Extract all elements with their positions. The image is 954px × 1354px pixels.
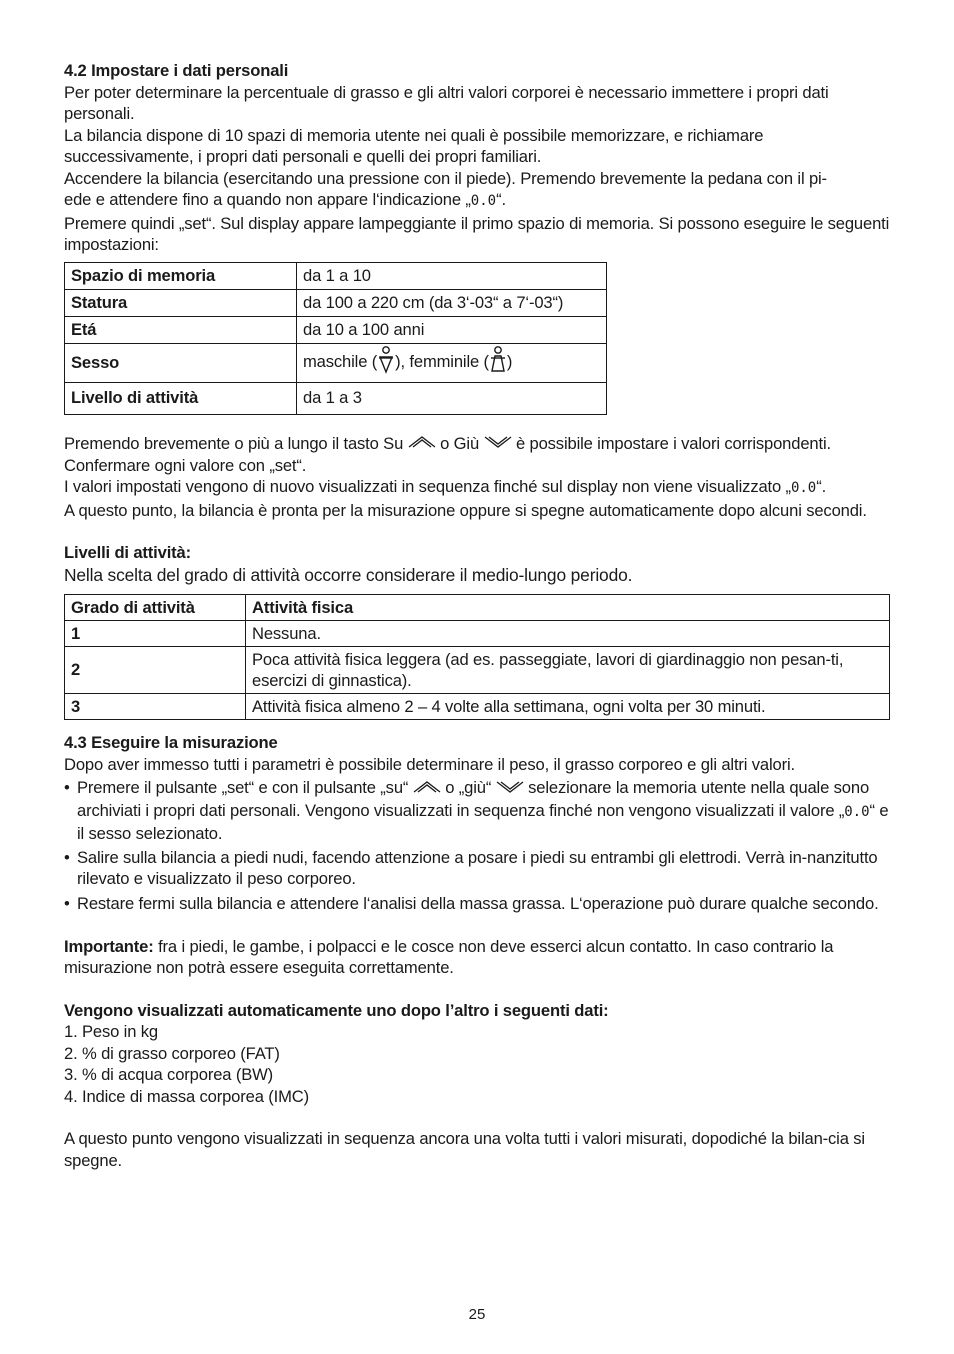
table-header-row (65, 595, 890, 621)
table-cell: 1 (65, 621, 246, 647)
table-row (65, 647, 890, 694)
table-cell: Statura (65, 289, 297, 316)
table-cell: Attività fisica almeno 2 – 4 volte alla settimana, ogni volta per 30 minuti. (246, 694, 890, 720)
table-row (65, 382, 607, 414)
list-item: 4. Indice di massa corporea (IMC) (64, 1086, 309, 1106)
document-page (64, 60, 890, 1171)
table-cell: da 1 a 10 (297, 262, 607, 289)
paragraph: Nella scelta del grado di attività occorre considerare il medio-lungo periodo. (64, 564, 633, 585)
paragraph: Premere quindi „set“. Sul display appare lampeggiante il primo spazio di memoria. Si possono eseguire le seguenti impostazioni: (64, 213, 890, 254)
text: Accendere la bilancia (esercitando una pressione con il piede). Premendo brevemente la pedana con il pi- (64, 168, 827, 188)
table-cell: da 10 a 100 anni (297, 316, 607, 343)
bullet-list (64, 777, 890, 914)
spacer (64, 415, 890, 433)
paragraph: A questo punto vengono visualizzati in sequenza ancora una volta tutti i valori misurati, dopodiché la bilan-cia si spegne. (64, 1129, 865, 1170)
section-title-4-3: 4.3 Eseguire la misurazione (64, 733, 278, 753)
table-row (65, 262, 607, 289)
page-number: 25 (468, 1306, 486, 1323)
table-row (65, 694, 890, 720)
activity-table (64, 594, 890, 720)
paragraph (64, 168, 890, 213)
paragraph: La bilancia dispone di 10 spazi di memoria utente nei quali è possibile memorizzare, e richiamare successivamente, i propri dati personali e quelli dei propri familiari. (64, 125, 764, 166)
lcd-indicator: 0.0 (470, 193, 497, 209)
table-cell: Etá (65, 316, 297, 343)
auto-title: Vengono visualizzati automaticamente uno dopo l’altro i seguenti dati: (64, 1000, 609, 1020)
spacer (64, 979, 890, 1000)
spacer (64, 521, 890, 542)
text: fra i piedi, le gambe, i polpacci e le cosce non deve esserci alcun contatto. In caso contrario la misurazione non potrà essere eseguita correttamente. (64, 936, 834, 978)
paragraph (64, 476, 890, 500)
spacer (64, 1107, 890, 1128)
male-icon (377, 345, 395, 380)
section-title-4-2: 4.2 Impostare i dati personali (64, 61, 289, 80)
table-cell: da 100 a 220 cm (da 3‘-03“ a 7‘-03“) (297, 289, 607, 316)
list-item (64, 777, 890, 844)
text: ) (506, 351, 513, 371)
text: o „giù“ (445, 778, 492, 798)
paragraph (64, 936, 890, 979)
activity-title: Livelli di attività: (64, 543, 192, 563)
list-item: • Restare fermi sulla bilancia e attendere l‘analisi della massa grassa. L‘operazione può durare qualche secondo. (64, 892, 890, 915)
important-label: Importante: (64, 936, 154, 956)
settings-table (64, 262, 607, 415)
table-cell: Spazio di memoria (65, 262, 297, 289)
down-arrow-icon (496, 778, 524, 800)
text: ), femminile ( (395, 351, 489, 371)
table-cell: 3 (65, 694, 246, 720)
table-cell: da 1 a 3 (297, 382, 607, 414)
lcd-indicator: 0.0 (790, 480, 817, 497)
table-row (65, 316, 607, 343)
text: “. (496, 190, 506, 209)
text: “ e il sesso selezionato. (77, 800, 889, 844)
table-row (65, 289, 607, 316)
list-item: 3. % di acqua corporea (BW) (64, 1065, 273, 1085)
text: I valori impostati vengono di nuovo visualizzati in sequenza finché sul display non viene visualizzato „ (64, 477, 791, 497)
table-cell: Sesso (65, 343, 297, 382)
list-item: • Salire sulla bilancia a piedi nudi, facendo attenzione a posare i piedi su entrambi gli elettrodi. Verrà in-nanzitutto rilevato e visualizzato il peso corporeo. (64, 847, 890, 890)
text: ede e attendere fino a quando non appare l‘indicazione „ (64, 190, 471, 209)
table-cell: Nessuna. (246, 621, 890, 647)
text: Premere il pulsante „set“ e con il pulsante „su“ (77, 778, 409, 798)
text: o Giù (440, 433, 480, 453)
paragraph: Per poter determinare la percentuale di grasso e gli altri valori corporei è necessario immettere i propri dati personali. (64, 82, 829, 123)
table-header: Attività fisica (246, 595, 890, 621)
table-cell: 2 (65, 647, 246, 694)
paragraph: Confermare ogni valore con „set“. (64, 455, 307, 475)
table-cell (297, 343, 607, 382)
list-item: 1. Peso in kg (64, 1022, 158, 1042)
paragraph: A questo punto, la bilancia è pronta per la misurazione oppure si spegne automaticamente dopo alcuni secondi. (64, 500, 867, 520)
table-cell: Poca attività fisica leggera (ad es. passeggiate, lavori di giardinaggio non pesan-ti, esercizi di ginnastica). (246, 647, 890, 694)
text: maschile ( (303, 351, 378, 371)
text: Premendo brevemente o più a lungo il tasto Su (64, 433, 404, 453)
table-row (65, 343, 607, 382)
female-icon (489, 345, 507, 380)
list-item: 2. % di grasso corporeo (FAT) (64, 1043, 280, 1063)
up-arrow-icon (408, 433, 436, 455)
paragraph: Dopo aver immesso tutti i parametri è possibile determinare il peso, il grasso corporeo e gli altri valori. (64, 754, 795, 774)
text: è possibile impostare i valori corrispondenti. (515, 433, 831, 453)
paragraph (64, 433, 890, 455)
text: selezionare la memoria utente nella quale sono archiviati i propri dati personali. Vengono visualizzati in sequenza finché non vengono visualizzati il valore „ (77, 778, 870, 820)
text: “. (816, 477, 827, 497)
up-arrow-icon (413, 778, 441, 800)
table-cell: Livello di attività (65, 382, 297, 414)
table-header: Grado di attività (65, 595, 246, 621)
table-row (65, 621, 890, 647)
down-arrow-icon (484, 433, 512, 455)
lcd-indicator: 0.0 (844, 803, 870, 820)
spacer (64, 915, 890, 936)
